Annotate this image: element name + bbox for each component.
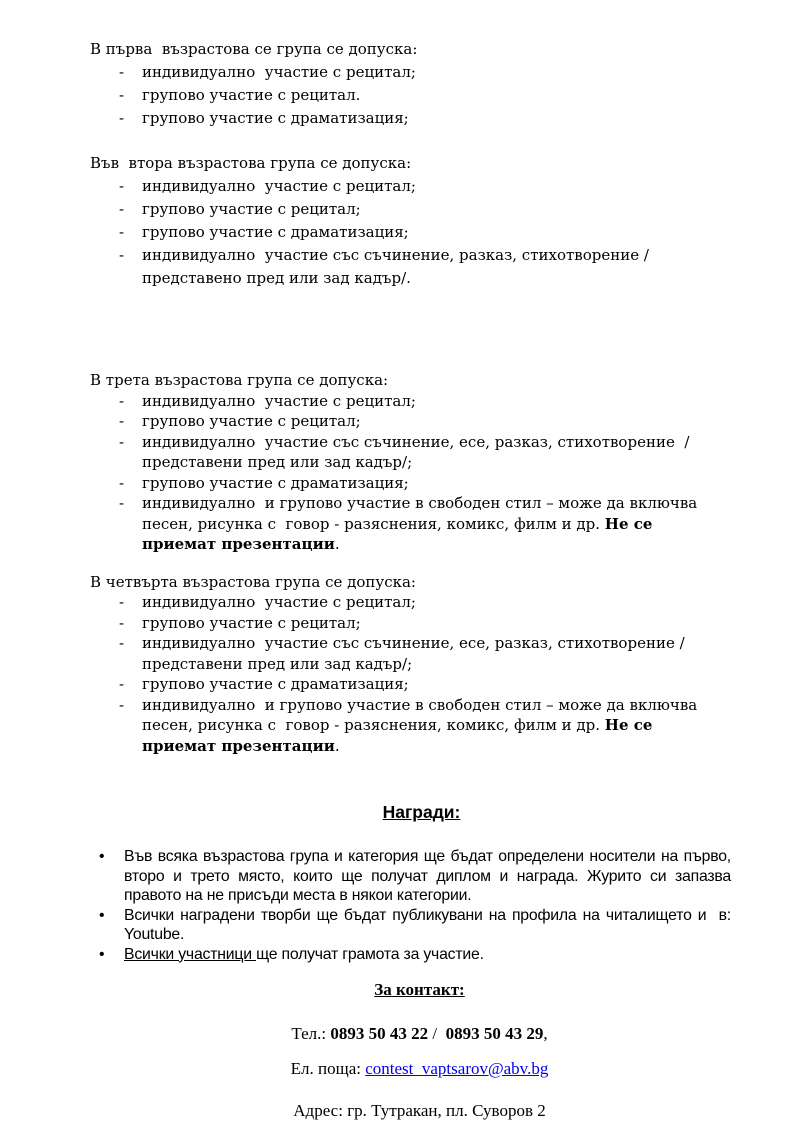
- awards-heading: Награди:: [382, 802, 461, 822]
- age-groups: [90, 38, 731, 756]
- list-item: - индивидуално участие с рецитал;: [90, 61, 731, 84]
- list-item: - индивидуално участие с рецитал;: [90, 592, 731, 613]
- list-item: - групово участие с драматизация;: [90, 107, 731, 130]
- list-item: - индивидуално участие със съчинение, есе, разказ, стихотворение /представени пред или зад кадър/;: [90, 633, 731, 674]
- list-item: - групово участие с рецитал;: [90, 411, 731, 432]
- list-item: - групово участие с рецитал.: [90, 84, 731, 107]
- list-item: - индивидуално и групово участие в свободен стил – може да включва песен, рисунка с говор - разяснения, комикс, филм и др. Не се приемат презентации.: [90, 695, 731, 757]
- phone-number-1: 0893 50 43 22: [330, 1024, 429, 1043]
- age-group-section-1: [90, 38, 731, 130]
- email-label: Ел. поща:: [290, 1059, 366, 1078]
- bold-note: Не се приемат презентации: [142, 716, 658, 755]
- age-group-heading: В трета възрастова група се допуска:: [90, 371, 389, 389]
- age-group-heading: Във втора възрастова група се допуска:: [90, 154, 412, 172]
- list-item: - групово участие с драматизация;: [90, 674, 731, 695]
- list-item: - индивидуално участие с рецитал;: [90, 175, 731, 198]
- list-item: - групово участие с драматизация;: [90, 221, 731, 244]
- age-group-list: [90, 61, 731, 130]
- phone-number-2: 0893 50 43 29: [445, 1024, 544, 1043]
- award-bullet: • Всички участници ще получат грамота за участие.: [90, 945, 731, 965]
- list-item: - индивидуално участие със съчинение, есе, разказ, стихотворение /представени пред или зад кадър/;: [90, 432, 731, 473]
- list-item: - индивидуално и групово участие в свободен стил – може да включва песен, рисунка с говор - разяснения, комикс, филм и др. Не се приемат презентации.: [90, 493, 731, 555]
- contact-heading: За контакт:: [374, 980, 465, 999]
- underlined-text: Всички участници: [124, 945, 257, 963]
- age-group-section-2: [90, 152, 731, 290]
- award-bullet: • Във всяка възрастова група и категория ще бъдат определени носители на първо, второ и трето място, които ще получат диплом и награда. Журито си запазва правото на не присъди места в някои категории.: [90, 847, 731, 906]
- phone-separator: /: [428, 1024, 446, 1043]
- bold-note: Не се приемат презентации: [142, 514, 658, 553]
- awards-list: [90, 847, 736, 964]
- address-line: Адрес: гр. Тутракан, пл. Суворов 2: [293, 1101, 546, 1120]
- age-group-list: [90, 592, 731, 756]
- email-link[interactable]: contest_vaptsarov@abv.bg: [365, 1059, 549, 1078]
- age-group-list: [90, 391, 731, 555]
- age-group-section-4: [90, 572, 731, 757]
- list-item: - групово участие с рецитал;: [90, 613, 731, 634]
- list-item: - индивидуално участие с рецитал;: [90, 391, 731, 412]
- age-group-list: [90, 175, 731, 290]
- list-item: - индивидуално участие със съчинение, разказ, стихотворение /представено пред или зад кадър/.: [90, 244, 731, 290]
- age-group-heading: В първа възрастова се група се допуска:: [90, 40, 418, 58]
- email-line: [90, 1058, 731, 1079]
- age-group-heading: В четвърта възрастова група се допуска:: [90, 572, 416, 591]
- phone-line: [90, 1023, 731, 1044]
- age-group-section-3: [90, 370, 731, 555]
- phone-label: Тел.:: [291, 1024, 331, 1043]
- award-bullet: • Всички наградени творби ще бъдат публикувани на профила на читалището и в: Youtube.: [90, 906, 731, 945]
- list-item: - групово участие с рецитал;: [90, 198, 731, 221]
- list-item: - групово участие с драматизация;: [90, 473, 731, 494]
- phone-trailing: ,: [543, 1024, 548, 1043]
